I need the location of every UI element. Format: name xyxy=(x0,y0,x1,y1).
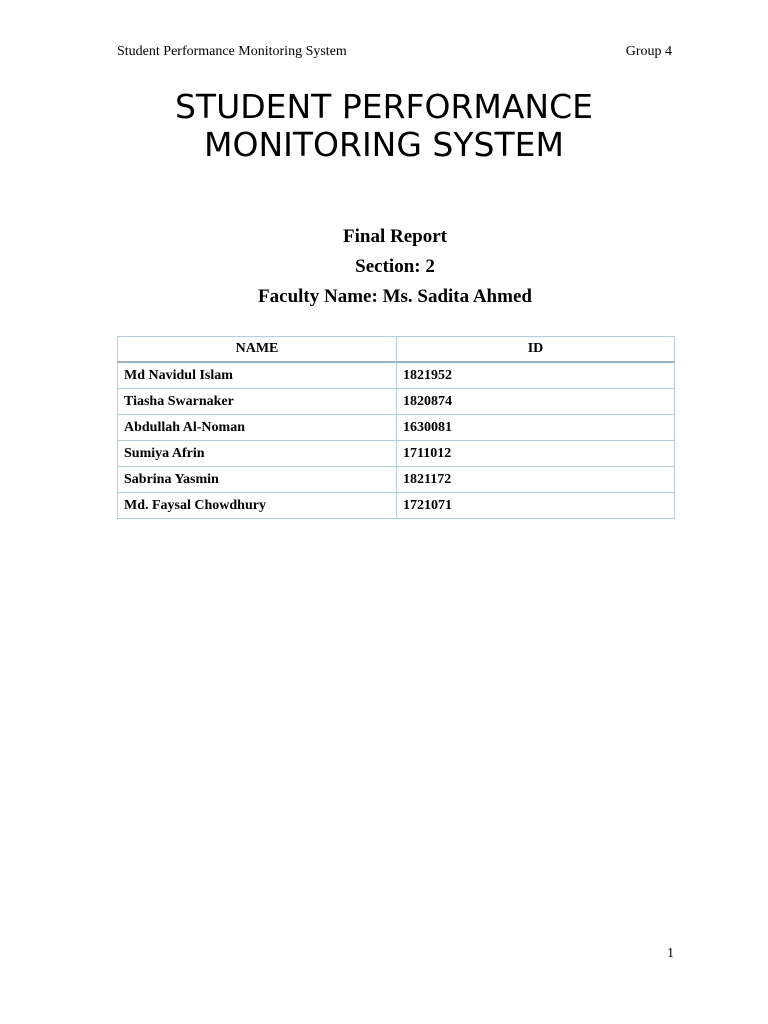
header-group-label: Group 4 xyxy=(625,44,672,59)
title-line-1: STUDENT PERFORMANCE xyxy=(174,87,594,126)
member-id: 1721071 xyxy=(397,493,675,519)
report-type: Final Report xyxy=(343,226,447,247)
table-row xyxy=(118,441,675,467)
header-document-title: Student Performance Monitoring System xyxy=(117,44,347,59)
member-name: Sumiya Afrin xyxy=(118,441,397,467)
members-table xyxy=(117,336,675,519)
page-title xyxy=(0,88,768,164)
member-name: Md Navidul Islam xyxy=(118,362,397,389)
section-label: Section: 2 xyxy=(355,256,435,277)
member-id: 1821952 xyxy=(397,362,675,389)
member-name: Sabrina Yasmin xyxy=(118,467,397,493)
title-line-2: MONITORING SYSTEM xyxy=(204,125,564,164)
table-row xyxy=(118,362,675,389)
table-row xyxy=(118,467,675,493)
table-row xyxy=(118,389,675,415)
page-number: 1 xyxy=(667,946,674,961)
member-id: 1711012 xyxy=(397,441,675,467)
member-id: 1821172 xyxy=(397,467,675,493)
table-row xyxy=(118,415,675,441)
member-id: 1630081 xyxy=(397,415,675,441)
faculty-name: Faculty Name: Ms. Sadita Ahmed xyxy=(258,286,532,307)
column-header-id: ID xyxy=(397,337,675,363)
member-name: Abdullah Al-Noman xyxy=(118,415,397,441)
column-header-name: NAME xyxy=(118,337,397,363)
page-header xyxy=(117,44,672,62)
member-name: Md. Faysal Chowdhury xyxy=(118,493,397,519)
table-row xyxy=(118,493,675,519)
report-info xyxy=(0,222,768,312)
member-id: 1820874 xyxy=(397,389,675,415)
table-header-row xyxy=(118,337,675,363)
member-name: Tiasha Swarnaker xyxy=(118,389,397,415)
